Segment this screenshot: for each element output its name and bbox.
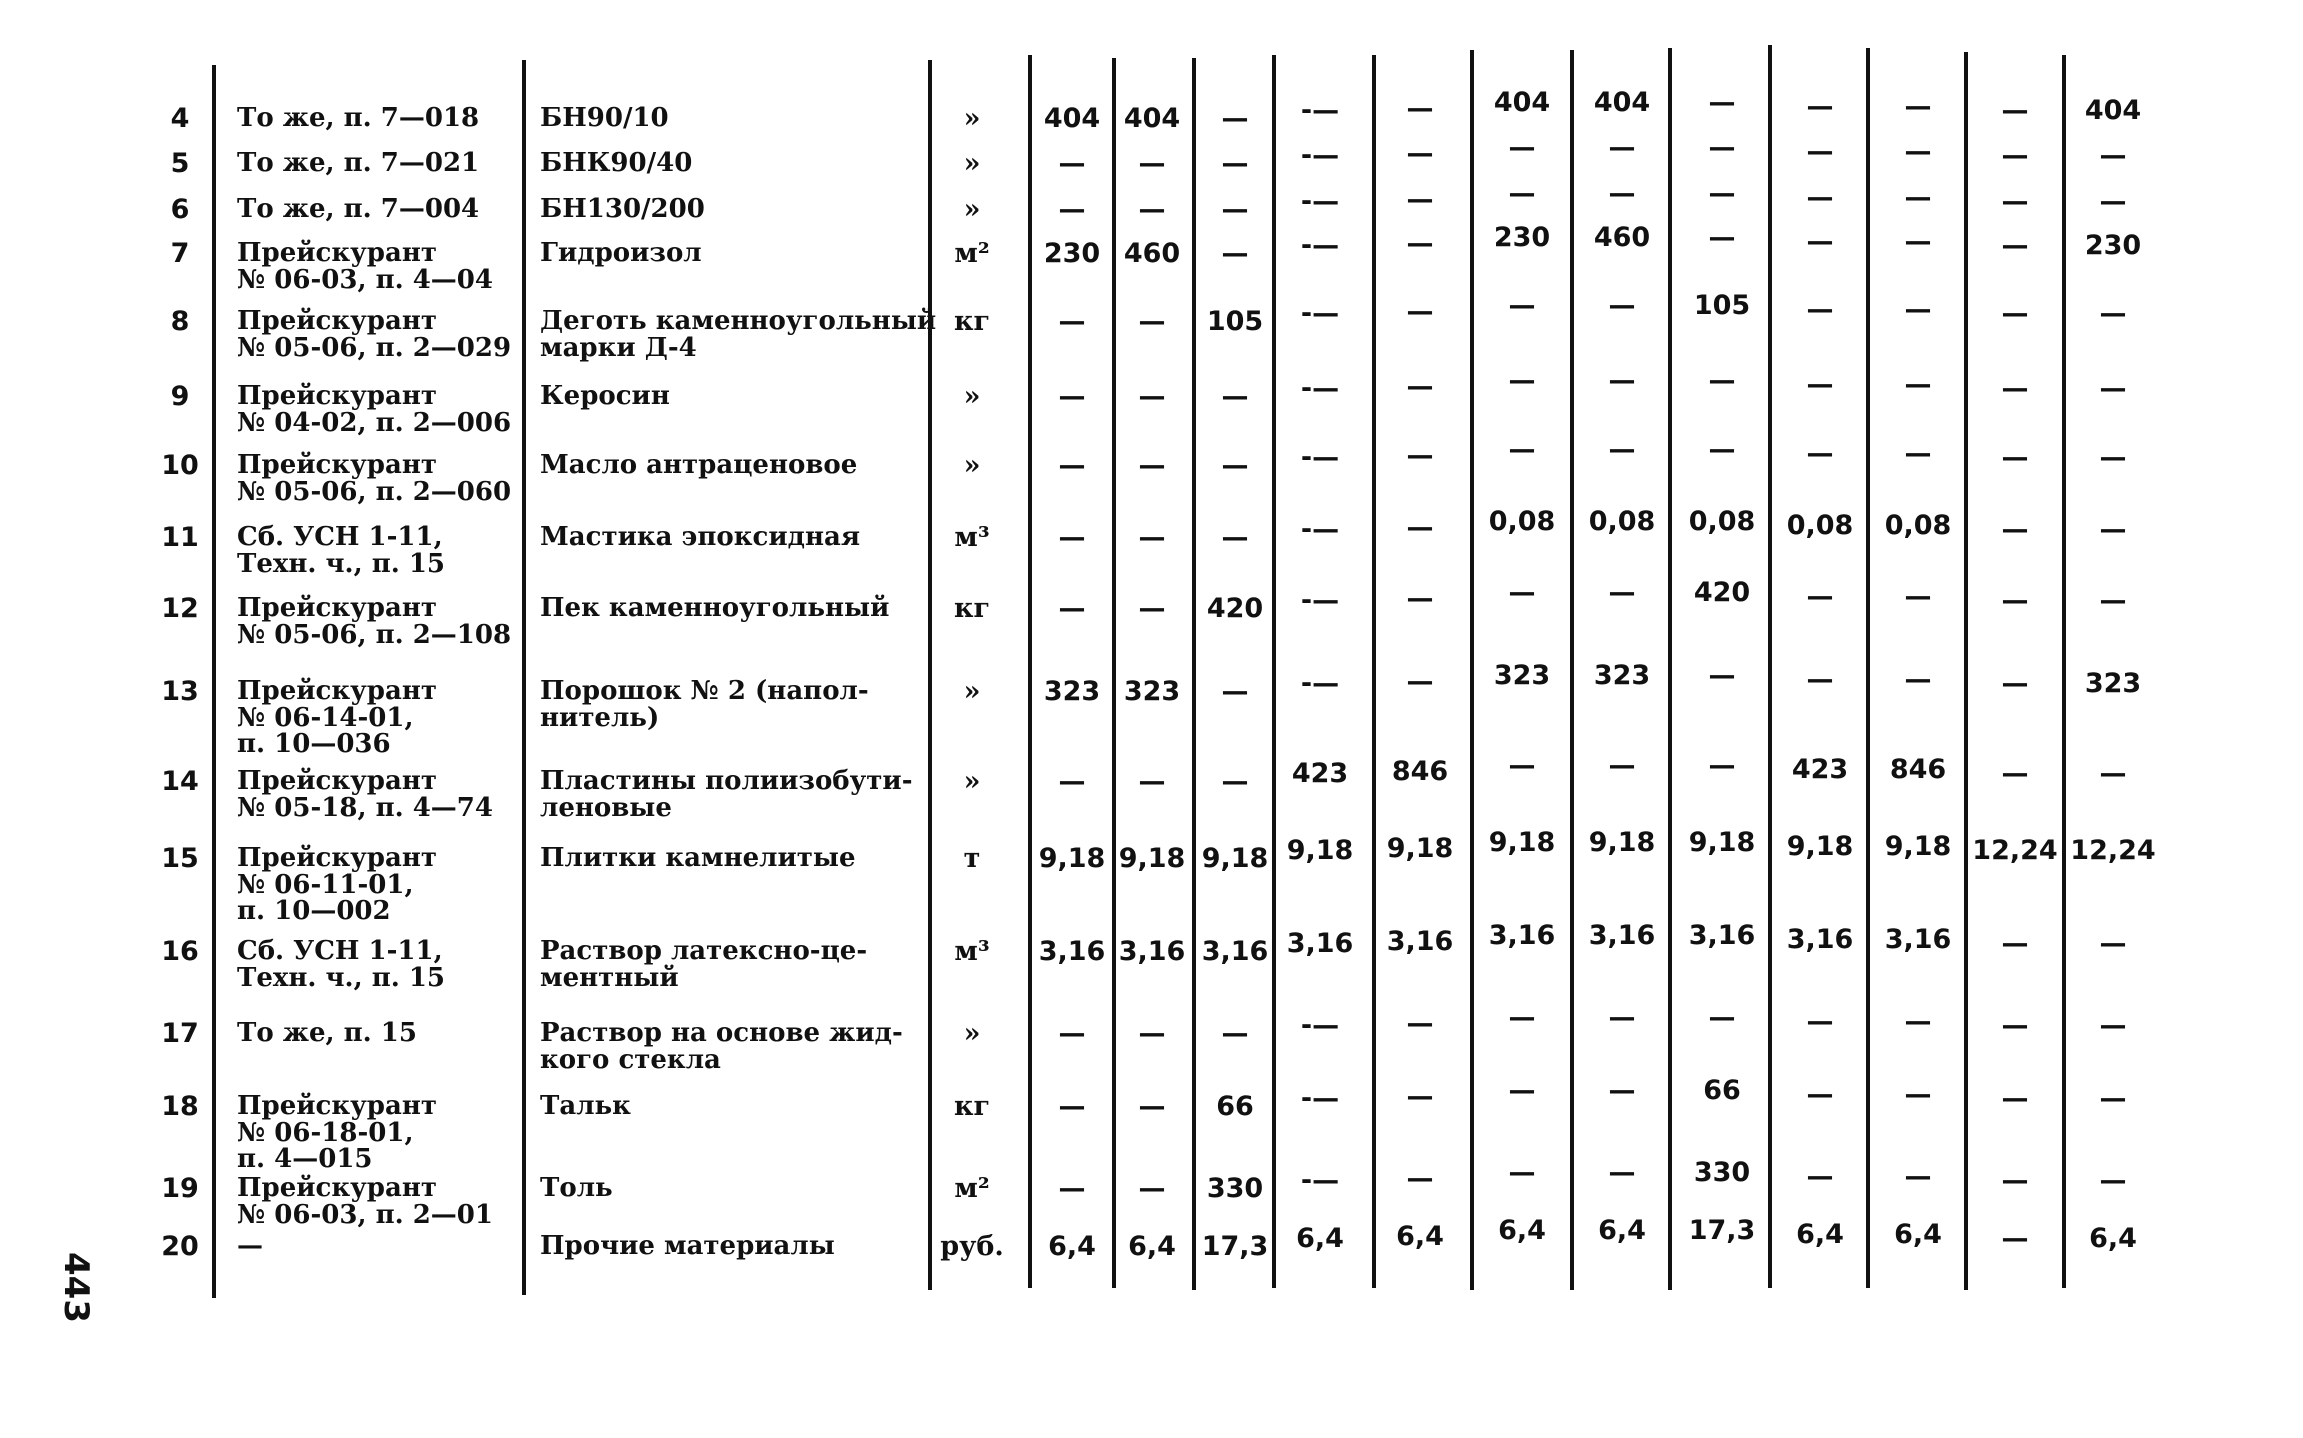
value-cell: 3,16 (1488, 920, 1556, 951)
row-number: 11 (161, 522, 199, 553)
value-cell: 6,4 (1796, 1219, 1844, 1250)
value-cell: — (1904, 294, 1932, 325)
material-name: Толь (540, 1173, 613, 1203)
source-reference: Прейскурант № 06-03, п. 2—01 (237, 1173, 493, 1230)
value-cell: — (1058, 194, 1086, 225)
value-cell: — (1508, 434, 1536, 465)
value-cell: — (1508, 1157, 1536, 1188)
value-cell: — (1221, 103, 1249, 134)
value-cell: — (1221, 381, 1249, 412)
unit-label: м² (954, 238, 990, 269)
value-cell: — (2001, 758, 2029, 789)
value-cell: — (1608, 132, 1636, 163)
value-cell: — (1221, 450, 1249, 481)
value-cell: — (1806, 136, 1834, 167)
value-cell: 6,4 (1396, 1221, 1444, 1252)
value-cell: — (1904, 136, 1932, 167)
value-cell: — (1138, 1173, 1166, 1204)
value-cell: — (2099, 1165, 2127, 1196)
value-cell: — (1138, 306, 1166, 337)
value-cell: 6,4 (1048, 1231, 1096, 1262)
value-cell: — (2099, 758, 2127, 789)
value-cell: — (1904, 438, 1932, 469)
value-cell: — (1406, 138, 1434, 169)
value-cell: -— (1300, 585, 1340, 616)
column-rule (522, 60, 526, 1295)
value-cell: 9,18 (1386, 833, 1454, 864)
value-cell: 3,16 (1201, 936, 1269, 967)
value-cell: — (1508, 365, 1536, 396)
source-reference: То же, п. 15 (237, 1018, 417, 1048)
value-cell: — (2099, 442, 2127, 473)
value-cell: — (1708, 434, 1736, 465)
unit-label: » (963, 194, 981, 225)
value-cell: 230 (1493, 222, 1551, 253)
source-reference: Прейскурант № 05-18, п. 4—74 (237, 766, 493, 823)
value-cell: — (1708, 87, 1736, 118)
value-cell: 3,16 (1038, 936, 1106, 967)
value-cell: 420 (1693, 577, 1751, 608)
value-cell: -— (1300, 95, 1340, 126)
value-cell: -— (1300, 442, 1340, 473)
value-cell: — (1221, 1018, 1249, 1049)
unit-label: » (963, 676, 981, 707)
value-cell: — (1406, 440, 1434, 471)
value-cell: 0,08 (1588, 506, 1656, 537)
value-cell: 12,24 (2070, 835, 2156, 866)
value-cell: 9,18 (1884, 831, 1952, 862)
value-cell: — (1608, 577, 1636, 608)
value-cell: — (1221, 676, 1249, 707)
value-cell: 323 (1593, 660, 1651, 691)
value-cell: — (1138, 593, 1166, 624)
value-cell: — (1904, 581, 1932, 612)
unit-label: » (963, 148, 981, 179)
value-cell: — (1221, 522, 1249, 553)
value-cell: — (1904, 226, 1932, 257)
material-name: Деготь каменноугольный марки Д-4 (540, 306, 937, 363)
value-cell: — (2001, 668, 2029, 699)
value-cell: — (1708, 365, 1736, 396)
value-cell: — (1406, 1008, 1434, 1039)
value-cell: 6,4 (2089, 1223, 2137, 1254)
value-cell: — (1406, 666, 1434, 697)
value-cell: — (1221, 766, 1249, 797)
value-cell: -— (1300, 140, 1340, 171)
row-number: 4 (170, 103, 190, 134)
value-cell: — (2099, 514, 2127, 545)
value-cell: — (1406, 512, 1434, 543)
row-number: 9 (170, 381, 190, 412)
value-cell: 3,16 (1118, 936, 1186, 967)
value-cell: 0,08 (1688, 506, 1756, 537)
value-cell: — (2001, 298, 2029, 329)
value-cell: 404 (1123, 103, 1181, 134)
value-cell: — (1708, 222, 1736, 253)
value-cell: — (1904, 1161, 1932, 1192)
value-cell: 330 (1693, 1157, 1751, 1188)
value-cell: — (1608, 1002, 1636, 1033)
material-name: БНК90/40 (540, 148, 693, 178)
value-cell: — (1058, 522, 1086, 553)
value-cell: — (1058, 381, 1086, 412)
value-cell: 323 (1043, 676, 1101, 707)
row-number: 6 (170, 194, 190, 225)
value-cell: — (2099, 186, 2127, 217)
source-reference: Прейскурант № 05-06, п. 2—060 (237, 450, 512, 507)
value-cell: — (1904, 664, 1932, 695)
unit-label: кг (953, 306, 991, 337)
value-cell: 330 (1206, 1173, 1264, 1204)
value-cell: 423 (1791, 754, 1849, 785)
material-name: Пек каменноугольный (540, 593, 890, 623)
value-cell: — (1406, 371, 1434, 402)
value-cell: — (1904, 1079, 1932, 1110)
value-cell: — (1221, 148, 1249, 179)
value-cell: 66 (1703, 1075, 1741, 1106)
value-cell: 6,4 (1894, 1219, 1942, 1250)
value-cell: — (1708, 1002, 1736, 1033)
value-cell: 3,16 (1884, 924, 1952, 955)
unit-label: » (963, 1018, 981, 1049)
value-cell: — (1058, 593, 1086, 624)
source-reference: Прейскурант № 06-03, п. 4—04 (237, 238, 493, 295)
material-name: Раствор на основе жид- кого стекла (540, 1018, 903, 1075)
unit-label: руб. (940, 1231, 1004, 1262)
row-number: 16 (161, 936, 199, 967)
value-cell: — (1221, 194, 1249, 225)
value-cell: — (2001, 928, 2029, 959)
value-cell: — (1904, 91, 1932, 122)
value-cell: — (1806, 1006, 1834, 1037)
page-number: 443 (56, 1252, 96, 1323)
value-cell: — (1138, 522, 1166, 553)
value-cell: — (1904, 369, 1932, 400)
value-cell: — (1904, 1006, 1932, 1037)
value-cell: — (2001, 1165, 2029, 1196)
value-cell: — (1608, 750, 1636, 781)
value-cell: — (1058, 1091, 1086, 1122)
material-name: БН130/200 (540, 194, 705, 224)
source-reference: Сб. УСН 1-11, Техн. ч., п. 15 (237, 522, 446, 579)
value-cell: — (2001, 1083, 2029, 1114)
row-number: 5 (170, 148, 190, 179)
unit-label: м² (954, 1173, 990, 1204)
row-number: 14 (161, 766, 199, 797)
value-cell: — (1138, 1018, 1166, 1049)
value-cell: 105 (1206, 306, 1264, 337)
value-cell: — (1708, 132, 1736, 163)
unit-label: т (963, 843, 981, 874)
value-cell: — (1058, 1173, 1086, 1204)
value-cell: 3,16 (1688, 920, 1756, 951)
value-cell: — (2001, 373, 2029, 404)
value-cell: — (1508, 750, 1536, 781)
value-cell: — (1708, 178, 1736, 209)
value-cell: — (1508, 1002, 1536, 1033)
source-reference: Сб. УСН 1-11, Техн. ч., п. 15 (237, 936, 446, 993)
row-number: 8 (170, 306, 190, 337)
value-cell: — (1608, 290, 1636, 321)
value-cell: 846 (1889, 754, 1947, 785)
row-number: 19 (161, 1173, 199, 1204)
material-name: БН90/10 (540, 103, 669, 133)
value-cell: 0,08 (1884, 510, 1952, 541)
unit-label: » (963, 766, 981, 797)
value-cell: 460 (1593, 222, 1651, 253)
value-cell: — (1806, 91, 1834, 122)
value-cell: 323 (1123, 676, 1181, 707)
value-cell: 230 (1043, 238, 1101, 269)
value-cell: 9,18 (1038, 843, 1106, 874)
value-cell: — (1806, 1079, 1834, 1110)
value-cell: — (1806, 438, 1834, 469)
value-cell: — (1058, 148, 1086, 179)
value-cell: — (2001, 442, 2029, 473)
value-cell: -— (1300, 668, 1340, 699)
value-cell: — (1508, 132, 1536, 163)
value-cell: — (2001, 514, 2029, 545)
value-cell: 9,18 (1201, 843, 1269, 874)
value-cell: 404 (1043, 103, 1101, 134)
value-cell: — (1608, 178, 1636, 209)
value-cell: 6,4 (1498, 1215, 1546, 1246)
source-reference: Прейскурант № 06-18-01, п. 4—015 (237, 1091, 437, 1175)
value-cell: 404 (2084, 95, 2142, 126)
value-cell: — (1058, 766, 1086, 797)
material-name: Порошок № 2 (напол- нитель) (540, 676, 869, 733)
value-cell: — (1608, 1075, 1636, 1106)
value-cell: — (1058, 1018, 1086, 1049)
value-cell: 3,16 (1588, 920, 1656, 951)
value-cell: — (1806, 182, 1834, 213)
value-cell: 6,4 (1296, 1223, 1344, 1254)
value-cell: — (1608, 434, 1636, 465)
unit-label: » (963, 381, 981, 412)
row-number: 13 (161, 676, 199, 707)
row-number: 7 (170, 238, 190, 269)
value-cell: 323 (1493, 660, 1551, 691)
value-cell: — (1708, 660, 1736, 691)
value-cell: — (2001, 186, 2029, 217)
source-reference: То же, п. 7—018 (237, 103, 480, 133)
value-cell: — (1806, 664, 1834, 695)
value-cell: — (2001, 1010, 2029, 1041)
value-cell: — (1508, 577, 1536, 608)
unit-label: » (963, 450, 981, 481)
row-number: 20 (161, 1231, 199, 1262)
material-name: Мастика эпоксидная (540, 522, 861, 552)
row-number: 15 (161, 843, 199, 874)
value-cell: 0,08 (1786, 510, 1854, 541)
value-cell: — (1406, 1081, 1434, 1112)
unit-label: кг (953, 1091, 991, 1122)
value-cell: 230 (2084, 230, 2142, 261)
material-name: Раствор латексно-це- ментный (540, 936, 868, 993)
source-reference: Прейскурант № 05-06, п. 2—029 (237, 306, 512, 363)
value-cell: — (1806, 226, 1834, 257)
value-cell: — (1806, 581, 1834, 612)
value-cell: -— (1300, 373, 1340, 404)
value-cell: 420 (1206, 593, 1264, 624)
value-cell: — (2099, 373, 2127, 404)
value-cell: 9,18 (1118, 843, 1186, 874)
material-name: Пластины полиизобути- леновые (540, 766, 913, 823)
value-cell: 9,18 (1588, 827, 1656, 858)
value-cell: — (1708, 750, 1736, 781)
value-cell: — (2001, 95, 2029, 126)
value-cell: 9,18 (1488, 827, 1556, 858)
unit-label: кг (953, 593, 991, 624)
value-cell: — (1138, 381, 1166, 412)
value-cell: — (1608, 1157, 1636, 1188)
value-cell: — (2001, 140, 2029, 171)
value-cell: — (1806, 294, 1834, 325)
value-cell: — (1904, 182, 1932, 213)
value-cell: -— (1300, 1165, 1340, 1196)
value-cell: -— (1300, 514, 1340, 545)
source-reference: Прейскурант № 06-14-01, п. 10—036 (237, 676, 437, 760)
value-cell: -— (1300, 1083, 1340, 1114)
source-reference: Прейскурант № 04-02, п. 2—006 (237, 381, 512, 438)
value-cell: — (2001, 230, 2029, 261)
material-name: Керосин (540, 381, 670, 411)
column-rule (212, 65, 216, 1298)
value-cell: — (1138, 148, 1166, 179)
value-cell: 460 (1123, 238, 1181, 269)
value-cell: -— (1300, 186, 1340, 217)
value-cell: — (1406, 583, 1434, 614)
value-cell: — (1138, 194, 1166, 225)
value-cell: 66 (1216, 1091, 1254, 1122)
value-cell: 17,3 (1201, 1231, 1269, 1262)
value-cell: — (1058, 306, 1086, 337)
material-name: Тальк (540, 1091, 631, 1121)
value-cell: 17,3 (1688, 1215, 1756, 1246)
value-cell: — (1058, 450, 1086, 481)
value-cell: — (1406, 93, 1434, 124)
value-cell: 423 (1291, 758, 1349, 789)
value-cell: — (2099, 1010, 2127, 1041)
material-name: Прочие материалы (540, 1231, 835, 1261)
value-cell: -— (1300, 1010, 1340, 1041)
value-cell: — (2099, 298, 2127, 329)
row-number: 18 (161, 1091, 199, 1122)
unit-label: » (963, 103, 981, 134)
material-name: Плитки камнелитые (540, 843, 856, 873)
value-cell: 3,16 (1386, 926, 1454, 957)
value-cell: 105 (1693, 290, 1751, 321)
value-cell: — (2001, 1223, 2029, 1254)
value-cell: — (1138, 766, 1166, 797)
value-cell: 404 (1593, 87, 1651, 118)
value-cell: — (2001, 585, 2029, 616)
value-cell: — (1406, 1163, 1434, 1194)
source-reference: То же, п. 7—021 (237, 148, 480, 178)
value-cell: -— (1300, 298, 1340, 329)
source-reference: Прейскурант № 06-11-01, п. 10—002 (237, 843, 437, 927)
value-cell: 9,18 (1286, 835, 1354, 866)
value-cell: 9,18 (1786, 831, 1854, 862)
value-cell: 3,16 (1786, 924, 1854, 955)
value-cell: — (1508, 290, 1536, 321)
value-cell: — (1508, 1075, 1536, 1106)
value-cell: — (1221, 238, 1249, 269)
value-cell: — (1608, 365, 1636, 396)
value-cell: 846 (1391, 756, 1449, 787)
value-cell: — (1138, 450, 1166, 481)
value-cell: — (1806, 1161, 1834, 1192)
row-number: 10 (161, 450, 199, 481)
value-cell: 404 (1493, 87, 1551, 118)
row-number: 17 (161, 1018, 199, 1049)
value-cell: 9,18 (1688, 827, 1756, 858)
value-cell: 6,4 (1598, 1215, 1646, 1246)
source-reference: — (237, 1231, 263, 1261)
value-cell: — (1508, 178, 1536, 209)
value-cell: 3,16 (1286, 928, 1354, 959)
source-reference: Прейскурант № 05-06, п. 2—108 (237, 593, 512, 650)
unit-label: м³ (954, 936, 990, 967)
value-cell: — (2099, 140, 2127, 171)
value-cell: — (2099, 928, 2127, 959)
material-name: Гидроизол (540, 238, 702, 268)
value-cell: — (1406, 228, 1434, 259)
value-cell: 12,24 (1972, 835, 2058, 866)
value-cell: -— (1300, 230, 1340, 261)
value-cell: — (1406, 184, 1434, 215)
value-cell: 0,08 (1488, 506, 1556, 537)
value-cell: 6,4 (1128, 1231, 1176, 1262)
row-number: 12 (161, 593, 199, 624)
value-cell: — (2099, 1083, 2127, 1114)
value-cell: — (1806, 369, 1834, 400)
value-cell: — (1138, 1091, 1166, 1122)
value-cell: 323 (2084, 668, 2142, 699)
unit-label: м³ (954, 522, 990, 553)
material-name: Масло антраценовое (540, 450, 858, 480)
value-cell: — (1406, 296, 1434, 327)
value-cell: — (2099, 585, 2127, 616)
source-reference: То же, п. 7—004 (237, 194, 480, 224)
